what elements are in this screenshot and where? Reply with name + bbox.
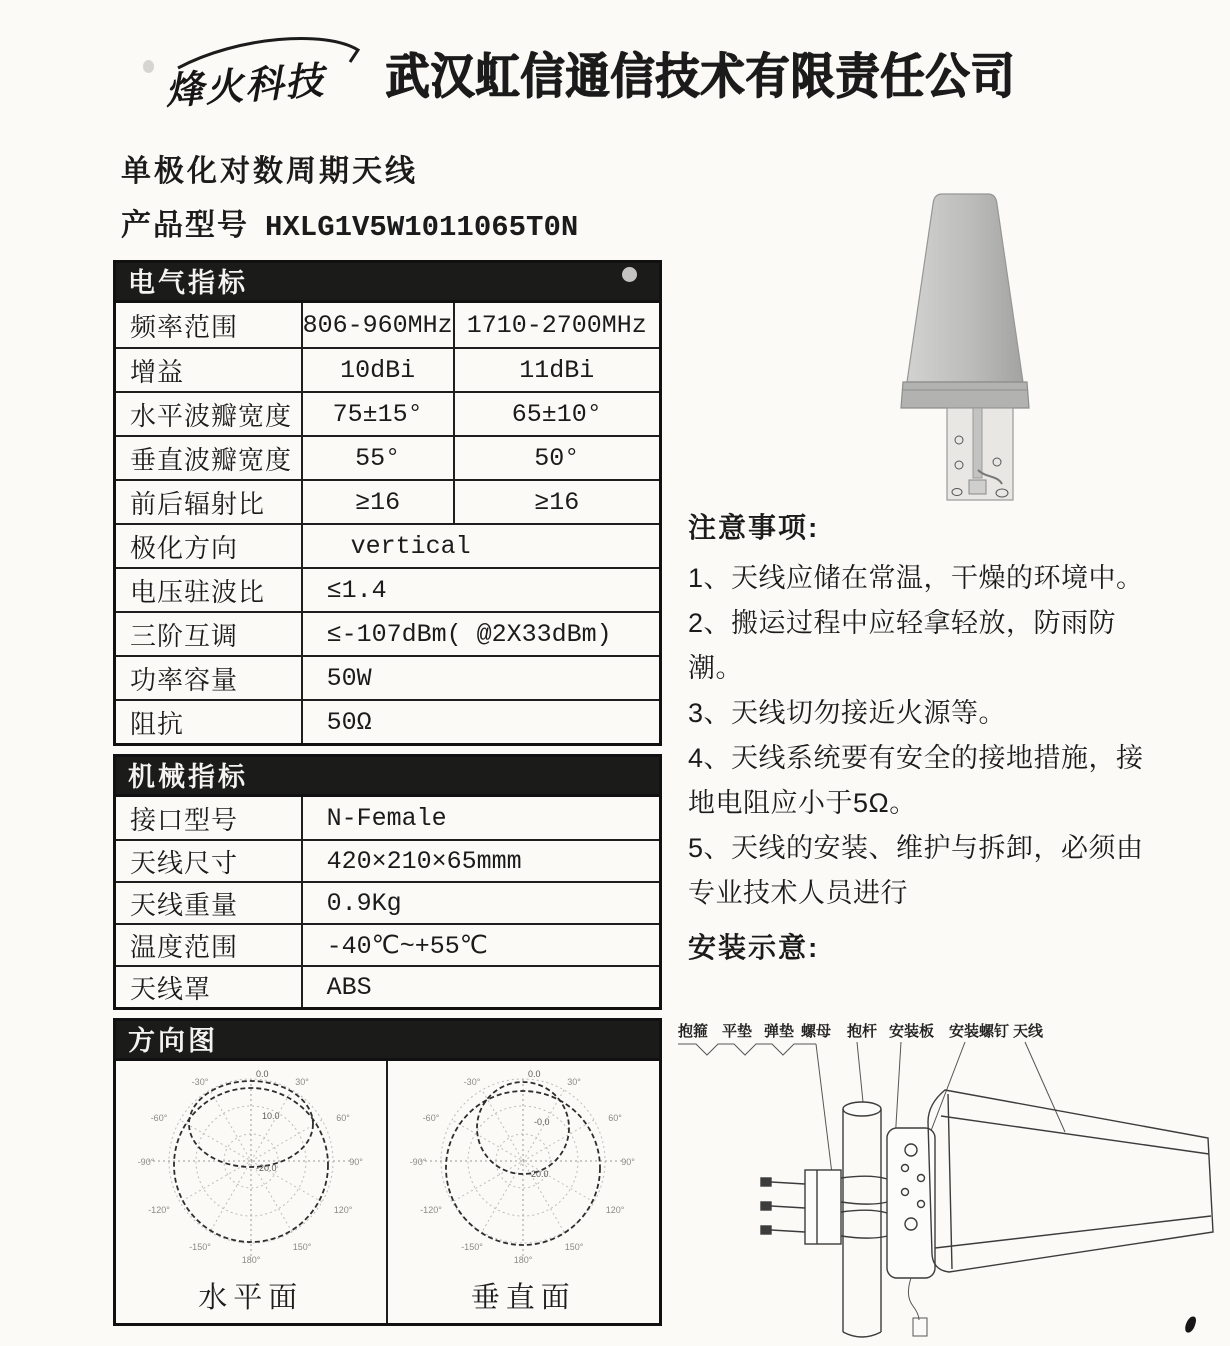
svg-text:90°: 90° [621,1157,636,1167]
table-row [116,965,659,1007]
part-label-mount-plate: 安装板 [889,1023,935,1040]
row-label: 天线重量 [130,889,239,920]
part-label-flat-washer: 平垫 [722,1023,753,1040]
page-header [150,26,1015,122]
table-row [116,655,659,699]
svg-text:30°: 30° [567,1077,582,1087]
model-line [121,200,578,244]
svg-text:-120°: -120° [420,1205,443,1215]
svg-text:180°: 180° [513,1255,533,1265]
part-label-nut: 螺母 [801,1023,832,1040]
svg-text:150°: 150° [292,1242,312,1252]
svg-text:-120°: -120° [147,1205,170,1215]
pattern-header-label: 方向图 [128,1026,218,1056]
svg-text:10.0: 10.0 [261,1111,280,1121]
svg-text:120°: 120° [605,1205,625,1215]
row-label: 功率容量 [130,664,239,695]
table-row [116,523,659,567]
svg-text:0.0: 0.0 [528,1069,541,1079]
row-value-low: 75±15° [301,393,453,435]
svg-text:30°: 30° [294,1077,309,1087]
mechanical-header-label: 机械指标 [128,762,248,792]
polar-plot-horizontal [126,1061,376,1275]
feed-cable [908,1278,927,1336]
row-label: 接口型号 [130,804,239,835]
part-label-pole: 抱杆 [847,1023,878,1040]
row-label: 增益 [130,356,185,387]
row-value: 50W [301,657,659,699]
table-row [116,881,659,923]
pattern-caption-vertical: 垂直面 [470,1282,576,1314]
electrical-section-header [113,260,662,300]
table-row [116,435,659,479]
row-label: 电压驻波比 [130,576,266,607]
scan-mark [143,60,154,73]
row-value: 50Ω [301,701,659,743]
table-row [116,347,659,391]
radome-wedge [907,194,1023,382]
note-item: 4、天线系统要有安全的接地措施，接地电阻应小于5Ω。 [688,743,1144,818]
antenna-body [928,1090,1213,1272]
installation-figure [665,1012,1230,1346]
svg-text:-90°: -90° [137,1157,155,1167]
polar-plot-vertical [398,1061,648,1275]
row-value: vertical [301,525,659,567]
radome-base-band [901,382,1029,408]
row-value-high: 50° [453,437,659,479]
row-value-low: 806-960MHz [301,303,453,347]
spec-tables [113,260,662,1326]
pattern-cell-vertical [388,1061,660,1323]
table-row [116,479,659,523]
svg-text:60°: 60° [608,1113,623,1123]
svg-text:150°: 150° [564,1242,584,1252]
logo-text: 烽火科技 [163,60,327,114]
electrical-header-label: 电气指标 [128,268,248,298]
row-value: -40℃~+55℃ [301,925,659,965]
note-item: 1、天线应储在常温，干燥的环境中。 [688,563,1144,593]
pattern-box [113,1058,662,1326]
svg-text:-150°: -150° [461,1242,484,1252]
table-row [116,391,659,435]
svg-text:-20.0: -20.0 [255,1163,277,1173]
notes-section [688,506,1150,966]
pole [843,1102,881,1337]
model-value: HXLG1V5W1011065T0N [265,211,579,244]
row-value: ≤1.4 [301,569,659,611]
table-row [116,567,659,611]
row-value: ≤-107dBm( @2X33dBm) [301,613,659,655]
electrical-table [113,300,662,746]
table-row [116,611,659,655]
table-row [116,839,659,881]
row-value-low: ≥16 [301,481,453,523]
svg-text:-60°: -60° [150,1113,168,1123]
notes-heading: 注意事项: [688,512,820,543]
row-label: 三阶互调 [130,620,239,651]
row-value-high: 65±10° [453,393,659,435]
part-label-spring-washer: 弹垫 [764,1023,795,1040]
svg-text:-20.0: -20.0 [528,1169,549,1179]
row-label: 前后辐射比 [130,488,266,519]
note-item: 2、搬运过程中应轻拿轻放，防雨防潮。 [688,608,1117,683]
installation-drawing [665,1012,1230,1346]
svg-text:-90°: -90° [409,1157,427,1167]
svg-text:0.0: 0.0 [255,1069,269,1079]
row-label: 频率范围 [130,311,239,342]
table-row [116,699,659,743]
antenna-product-figure [845,182,1115,513]
row-value: 0.9Kg [301,883,659,923]
pattern-cell-horizontal [116,1061,388,1323]
install-heading: 安装示意: [688,932,820,963]
svg-text:-0.0: -0.0 [534,1117,550,1127]
pattern-section-header [113,1018,662,1058]
part-label-mount-screws: 安装螺钉 [949,1023,1010,1040]
company-name: 武汉虹信通信技术有限责任公司 [385,49,1015,104]
row-label: 阻抗 [130,708,185,739]
antenna-drawing [845,182,1115,508]
mechanical-table [113,794,662,1010]
row-value: N-Female [301,797,659,839]
row-value-high: ≥16 [453,481,659,523]
svg-text:-30°: -30° [463,1077,481,1087]
row-label: 水平波瓣宽度 [130,400,293,431]
table-row [116,923,659,965]
label-bracket [678,1044,816,1055]
mechanical-section-header [113,754,662,794]
table-row [116,797,659,839]
table-row [116,303,659,347]
note-item: 5、天线的安装、维护与拆卸，必须由专业技术人员进行 [688,833,1144,908]
row-label: 垂直波瓣宽度 [130,444,293,475]
row-value-high: 1710-2700MHz [453,303,659,347]
pattern-caption-horizontal: 水平面 [198,1282,304,1314]
part-label-clamp: 抱箍 [678,1023,709,1040]
row-value: ABS [301,967,659,1007]
svg-text:180°: 180° [241,1255,261,1265]
svg-text:60°: 60° [335,1113,350,1123]
scan-artifact-badge [622,267,637,282]
svg-text:-30°: -30° [191,1077,209,1087]
row-label: 温度范围 [130,931,239,962]
svg-text:90°: 90° [348,1157,363,1167]
svg-text:-60°: -60° [422,1113,440,1123]
row-value-low: 10dBi [301,349,453,391]
company-logo [150,26,385,122]
svg-text:-150°: -150° [188,1242,211,1252]
model-label: 产品型号 [121,209,249,242]
row-value: 420×210×65mmm [301,841,659,881]
clamp-assembly [761,1170,901,1244]
row-value-low: 55° [301,437,453,479]
note-item: 3、天线切勿接近火源等。 [688,698,1007,728]
part-label-antenna: 天线 [1013,1023,1044,1040]
product-title: 单极化对数周期天线 [121,155,418,188]
row-label: 天线尺寸 [130,847,239,878]
row-label: 极化方向 [130,532,239,563]
row-label: 天线罩 [130,973,212,1004]
svg-text:120°: 120° [333,1205,353,1215]
mount-plate [887,1128,935,1278]
row-value-high: 11dBi [453,349,659,391]
